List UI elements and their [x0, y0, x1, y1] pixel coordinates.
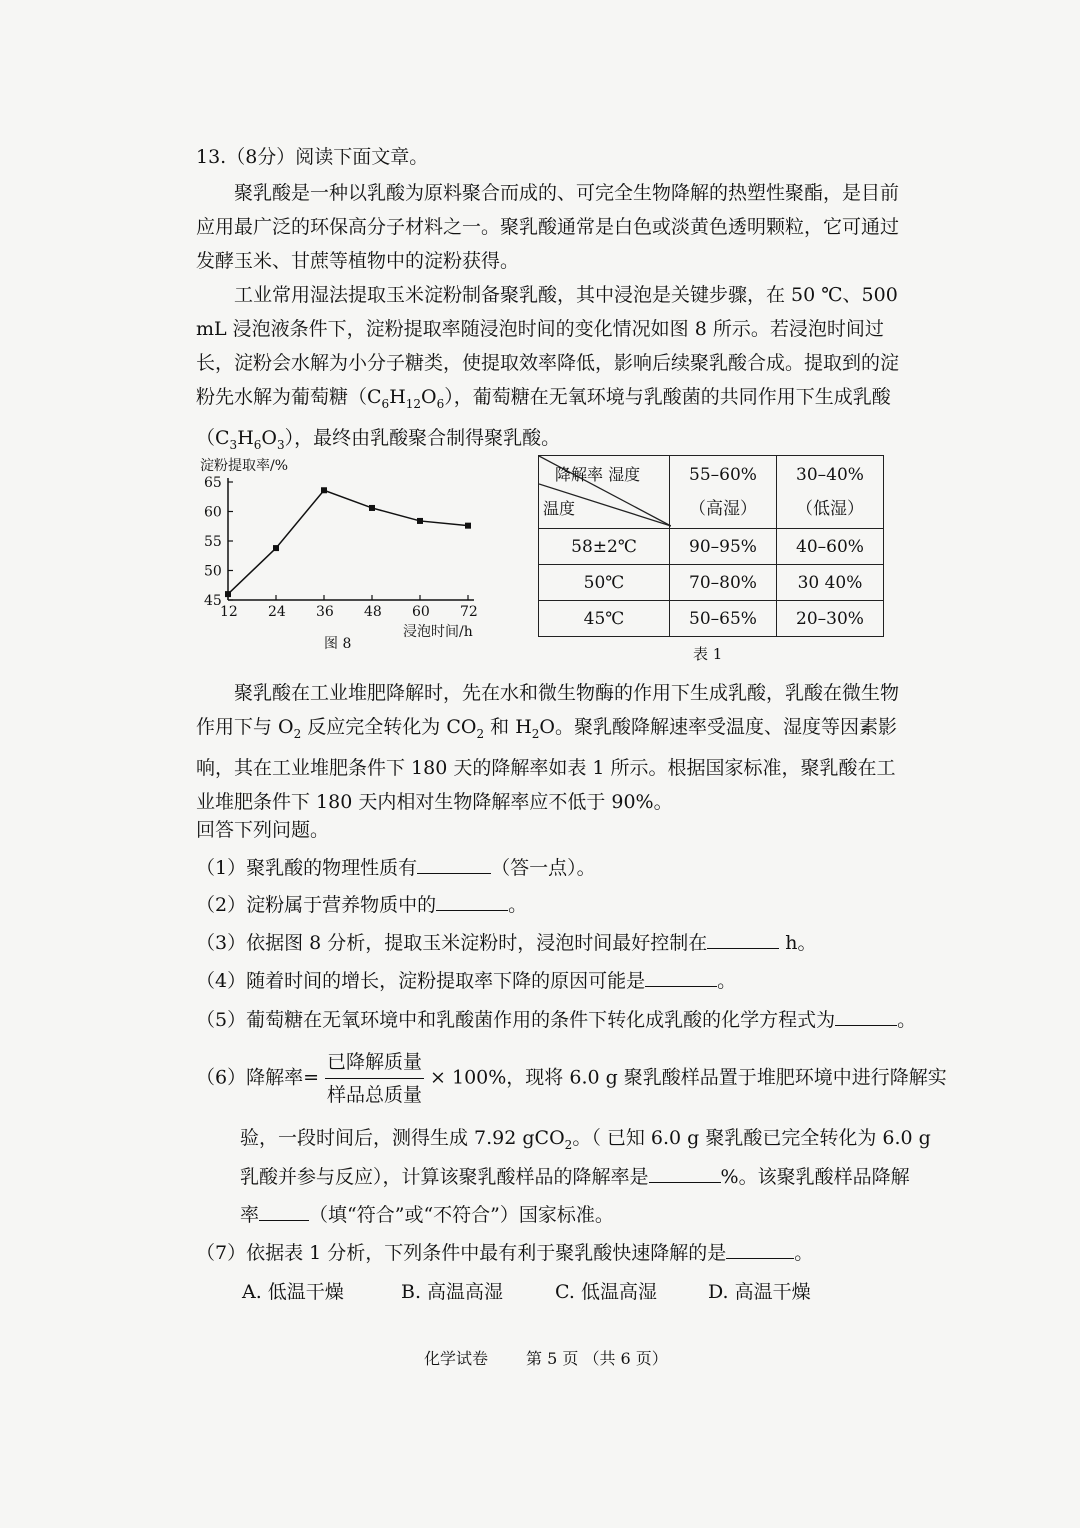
question-heading: 13.（8分）阅读下面文章。 — [196, 146, 429, 168]
data-point — [321, 487, 327, 493]
data-point — [225, 591, 231, 597]
y-tick-label: 65 — [204, 475, 222, 491]
y-tick-label: 55 — [204, 534, 222, 550]
chart-x-ticks — [220, 595, 478, 620]
table-caption: 表 1 — [693, 645, 723, 663]
y-tick-label: 45 — [204, 593, 222, 609]
table-header-row — [539, 456, 884, 529]
option-b[interactable]: B. 高温高湿 — [401, 1281, 504, 1303]
figure-caption: 图 8 — [324, 636, 352, 652]
footer-page-number: 第 5 页 （共 6 页） — [526, 1349, 668, 1368]
question-6-line-4: 率 （填“符合”或“不符合”）国家标准。 — [240, 1204, 614, 1226]
table-row: 50℃ 70–80% 30 40% — [539, 565, 884, 601]
table-row: 45℃ 50–65% 20–30% — [539, 601, 884, 637]
answer-blank[interactable] — [259, 1202, 309, 1221]
answer-blank[interactable] — [417, 855, 491, 874]
question-7: （7）依据表 1 分析，下列条件中最有利于聚乳酸快速降解的是 。 — [196, 1242, 814, 1264]
option-a[interactable]: A. 低温干燥 — [242, 1281, 344, 1303]
x-tick-label: 60 — [412, 604, 430, 620]
data-point — [273, 545, 279, 551]
answer-blank[interactable] — [645, 968, 717, 987]
option-d[interactable]: D. 高温干燥 — [708, 1281, 811, 1303]
option-c[interactable]: C. 低温高湿 — [555, 1281, 657, 1303]
column-header-high: 55–60% （高湿） — [670, 456, 777, 529]
corner-label-bottom: 温度 — [543, 499, 576, 518]
data-point — [369, 505, 375, 511]
chart-series — [225, 487, 471, 597]
table-row: 58±2℃ 90–95% 40–60% — [539, 529, 884, 565]
x-tick-label: 12 — [220, 604, 238, 620]
chart-y-axis-label: 淀粉提取率/% — [200, 458, 289, 474]
question-3: （3）依据图 8 分析，提取玉米淀粉时，浸泡时间最好控制在 h。 — [196, 932, 817, 954]
chart-x-axis-label: 浸泡时间/h — [403, 624, 473, 640]
answer-blank[interactable] — [707, 930, 779, 949]
corner-label-top: 降解率 湿度 — [555, 465, 641, 484]
answer-blank[interactable] — [835, 1007, 897, 1026]
page-footer — [424, 1346, 706, 1369]
data-point — [465, 523, 471, 529]
question-6-line-3: 乳酸并参与反应），计算该聚乳酸样品的降解率是 %。该聚乳酸样品降解 — [240, 1166, 910, 1188]
answer-intro: 回答下列问题。 — [196, 819, 330, 841]
y-tick-label: 50 — [204, 563, 222, 580]
question-2: （2）淀粉属于营养物质中的 。 — [196, 894, 528, 916]
column-header-low: 30–40% （低湿） — [777, 456, 884, 529]
paragraph-1: 聚乳酸是一种以乳酸为原料聚合而成的、可完全生物降解的热塑性聚酯，是目前应用最广泛的环保高分子材料之一。聚乳酸通常是白色或淡黄色透明颗粒，它可通过发酵玉米、甘蔗等植物中的淀粉获得。 — [196, 182, 900, 272]
x-tick-label: 72 — [460, 604, 478, 620]
paragraph-3: 聚乳酸在工业堆肥降解时，先在水和微生物酶的作用下生成乳酸，乳酸在微生物作用下与 $O_2$ 反应完全转化为 $CO_2$ 和 $H_2O$。聚乳酸降解速率受温度、湿度等因素影响，其在工业堆肥条件下 180 天的降解率如表 1 所示。根据国家标准，聚乳酸在工业堆肥条件下 180 天内相对生物降解率应不低于 90%。 — [196, 682, 900, 813]
paragraph-2: 工业常用湿法提取玉米淀粉制备聚乳酸，其中浸泡是关键步骤，在 50 ℃、500 mL 浸泡液条件下，淀粉提取率随浸泡时间的变化情况如图 8 所示。若浸泡时间过长，淀粉会水解为小分子糖类，使提取效率降低，影响后续聚乳酸合成。提取到的淀粉先水解为葡萄糖$(C_6H_{12}O_6)$，葡萄糖在无氧环境与乳酸菌的共同作用下生成乳酸$(C_3H_6O_3)$，最终由乳酸聚合制得聚乳酸。 — [196, 284, 900, 452]
question-5: （5）葡萄糖在无氧环境中和乳酸菌作用的条件下转化成乳酸的化学方程式为 。 — [196, 1009, 917, 1031]
figure-8-chart — [198, 452, 498, 657]
x-tick-label: 36 — [316, 604, 334, 620]
x-tick-label: 48 — [364, 604, 382, 620]
question-4: （4）随着时间的增长，淀粉提取率下降的原因可能是 。 — [196, 970, 737, 992]
answer-blank[interactable] — [436, 892, 508, 911]
chart-axes — [228, 478, 474, 600]
y-tick-label: 60 — [204, 504, 222, 521]
question-1: （1）聚乳酸的物理性质有 （答一点）。 — [196, 857, 596, 879]
question-6-line-2: 验，一段时间后，测得生成 7.92 gCO$_2$。（ 已知 6.0 g 聚乳酸已完全转化为 6.0 g — [240, 1127, 931, 1152]
x-tick-label: 24 — [268, 604, 286, 620]
degradation-rate-fraction: $\frac{\text{已降解质量}}{\text{样品总质量}}$ — [325, 1048, 424, 1109]
answer-blank[interactable] — [726, 1240, 794, 1259]
data-point — [417, 518, 423, 524]
question-6: （6）降解率= $\frac{\text{已降解质量}}{\text{样品总质量}}$ × 100%，现将 6.0 g 聚乳酸样品置于堆肥环境中进行降解实 — [196, 1048, 947, 1109]
table-1 — [538, 455, 884, 637]
answer-blank[interactable] — [649, 1164, 721, 1183]
series-line — [228, 490, 468, 594]
footer-subject: 化学试卷 — [424, 1349, 489, 1368]
table-corner-cell — [539, 456, 670, 529]
